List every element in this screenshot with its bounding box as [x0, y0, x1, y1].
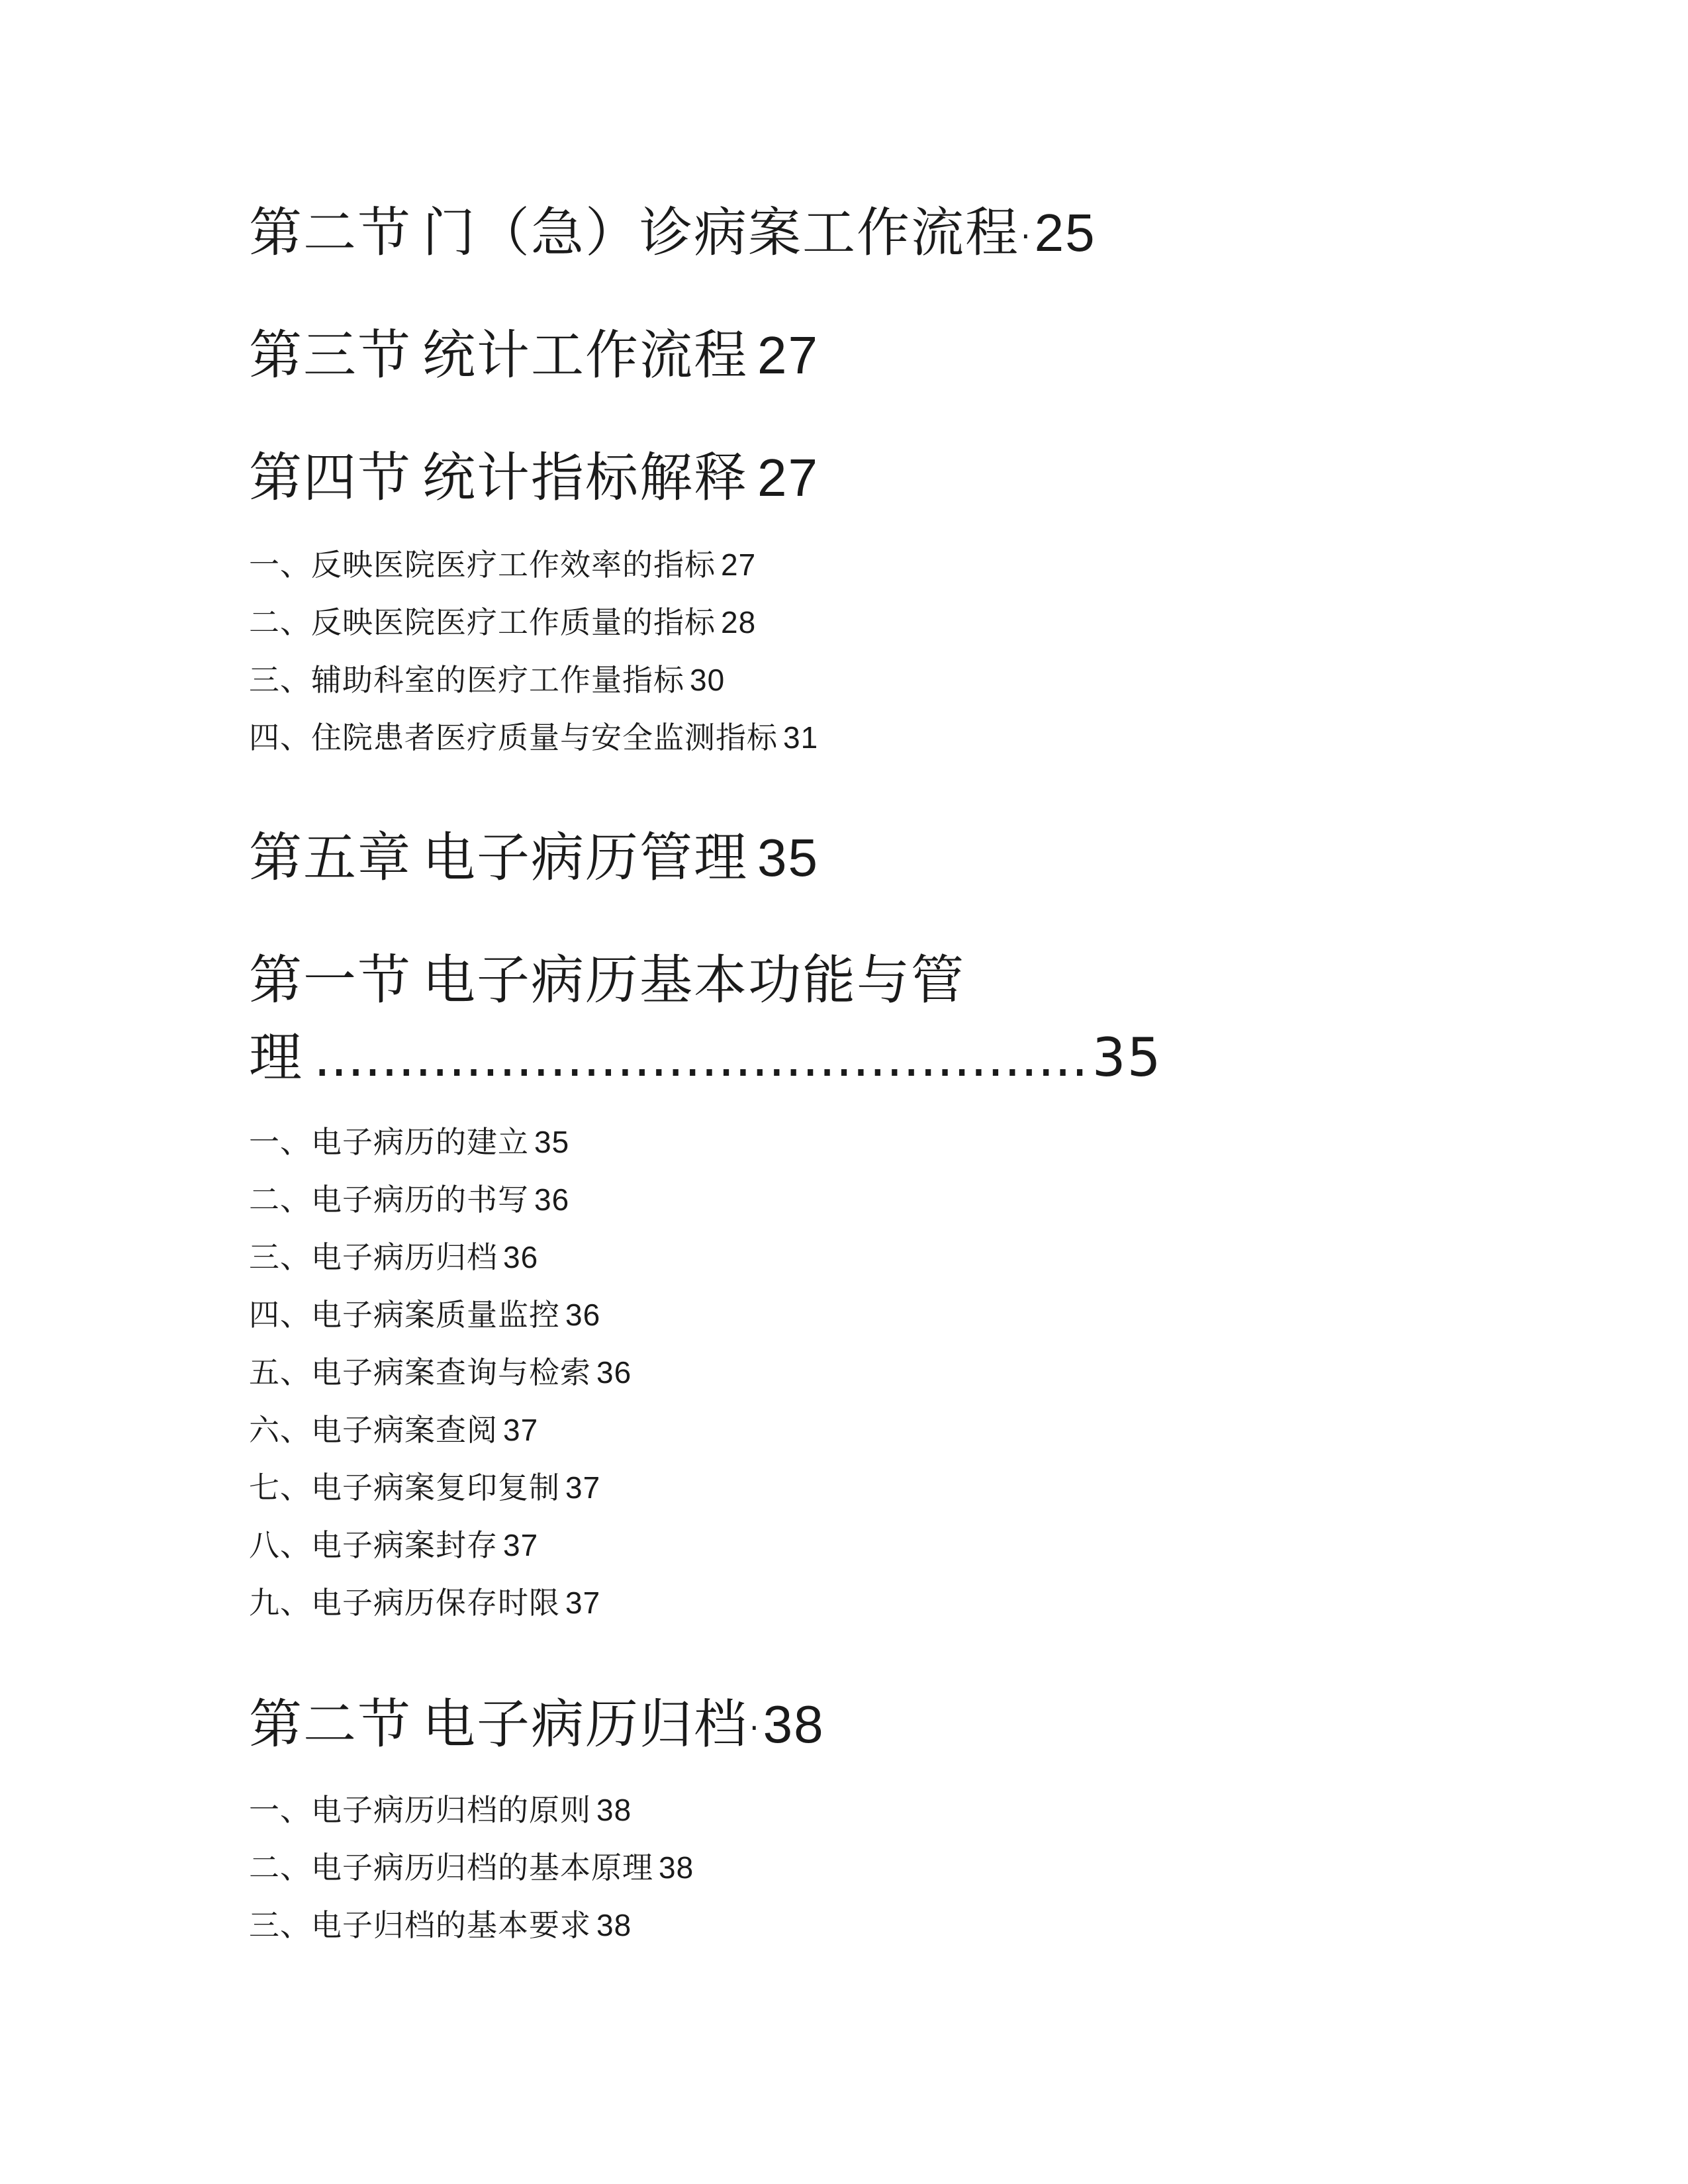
page-number: 37	[503, 1413, 539, 1447]
page-number: 36	[565, 1298, 601, 1332]
section-label: 第一节	[249, 949, 412, 1011]
toc-entry-item	[249, 1124, 570, 1160]
toc-entry-item	[249, 1472, 600, 1503]
page-number: 31	[783, 720, 819, 755]
toc-entry-item	[249, 547, 757, 583]
page-number: 38	[763, 1695, 825, 1754]
section-title: 电子病历归档	[422, 1693, 748, 1755]
item-title: 四、住院患者医疗质量与安全监测指标	[249, 720, 778, 755]
chapter-label: 第五章	[249, 827, 412, 888]
toc-entry-section-line1	[249, 949, 965, 1011]
toc-entry-item	[249, 1297, 601, 1333]
section-title: 电子病历基本功能与管	[422, 949, 965, 1011]
toc-entry-item	[249, 1852, 694, 1883]
toc-entry-section-line2	[249, 1027, 1162, 1088]
toc-entry-item	[249, 1527, 539, 1563]
page-number: 30	[690, 663, 726, 697]
page-number: 36	[534, 1182, 570, 1217]
item-title: 二、反映医院医疗工作质量的指标	[249, 604, 716, 640]
toc-entry-item	[249, 1412, 539, 1448]
section-title: 统计指标解释	[422, 447, 748, 508]
page-number: 38	[596, 1908, 632, 1942]
toc-entry-section	[249, 324, 819, 386]
toc-entry-section	[249, 447, 819, 508]
item-title: 三、电子归档的基本要求	[249, 1907, 591, 1943]
toc-entry-section	[249, 202, 1096, 263]
item-title: 一、反映医院医疗工作效率的指标	[249, 547, 716, 583]
page-number: 35	[534, 1125, 570, 1159]
page-number: 37	[565, 1470, 601, 1505]
item-title: 一、电子病历归档的原则	[249, 1792, 591, 1828]
separator: ·	[749, 1710, 761, 1746]
item-title: 二、电子病历归档的基本原理	[249, 1850, 653, 1885]
toc-entry-chapter	[249, 827, 819, 888]
item-title: 九、电子病历保存时限	[249, 1585, 560, 1621]
section-label: 第三节	[249, 324, 412, 386]
page-number: 35	[1092, 1027, 1162, 1088]
toc-entry-item	[249, 1907, 632, 1943]
toc-entry-item	[249, 1792, 632, 1828]
section-title: 统计工作流程	[422, 324, 748, 386]
item-title: 五、电子病案查询与检索	[249, 1354, 591, 1390]
section-label: 第二节	[249, 1693, 412, 1755]
page-number: 36	[503, 1240, 539, 1274]
separator: ·	[1021, 218, 1032, 255]
page-number: 27	[757, 448, 819, 507]
item-title: 二、电子病历的书写	[249, 1182, 529, 1217]
item-title: 一、电子病历的建立	[249, 1124, 529, 1160]
toc-entry-item	[249, 1354, 632, 1390]
item-title: 四、电子病案质量监控	[249, 1297, 560, 1333]
page-number: 37	[565, 1586, 601, 1620]
page-number: 28	[721, 605, 757, 640]
section-title: 门（急）诊病案工作流程	[422, 202, 1019, 263]
page-number: 38	[659, 1850, 694, 1885]
toc-entry-section	[249, 1693, 825, 1755]
page-number: 27	[721, 547, 757, 582]
toc-entry-item	[249, 1585, 601, 1621]
section-label: 第二节	[249, 202, 412, 263]
section-label: 第四节	[249, 447, 412, 508]
page-number: 35	[757, 828, 819, 887]
toc-entry-item	[249, 722, 818, 753]
item-title: 八、电子病案封存	[249, 1527, 498, 1563]
page-number: 25	[1034, 203, 1096, 262]
page-number: 36	[596, 1355, 632, 1390]
dot-leader: ..............................................	[314, 1027, 1088, 1088]
toc-entry-item	[249, 662, 726, 698]
page-number: 37	[503, 1528, 539, 1562]
section-title-continued: 理	[249, 1027, 303, 1088]
toc-entry-item	[249, 1239, 539, 1275]
toc-entry-item	[249, 604, 757, 640]
item-title: 六、电子病案查阅	[249, 1412, 498, 1448]
chapter-title: 电子病历管理	[422, 827, 748, 888]
page-number: 27	[757, 326, 819, 385]
item-title: 三、电子病历归档	[249, 1239, 498, 1275]
toc-entry-item	[249, 1184, 569, 1215]
item-title: 三、辅助科室的医疗工作量指标	[249, 662, 684, 698]
page-number: 38	[596, 1793, 632, 1827]
item-title: 七、电子病案复印复制	[249, 1470, 560, 1505]
